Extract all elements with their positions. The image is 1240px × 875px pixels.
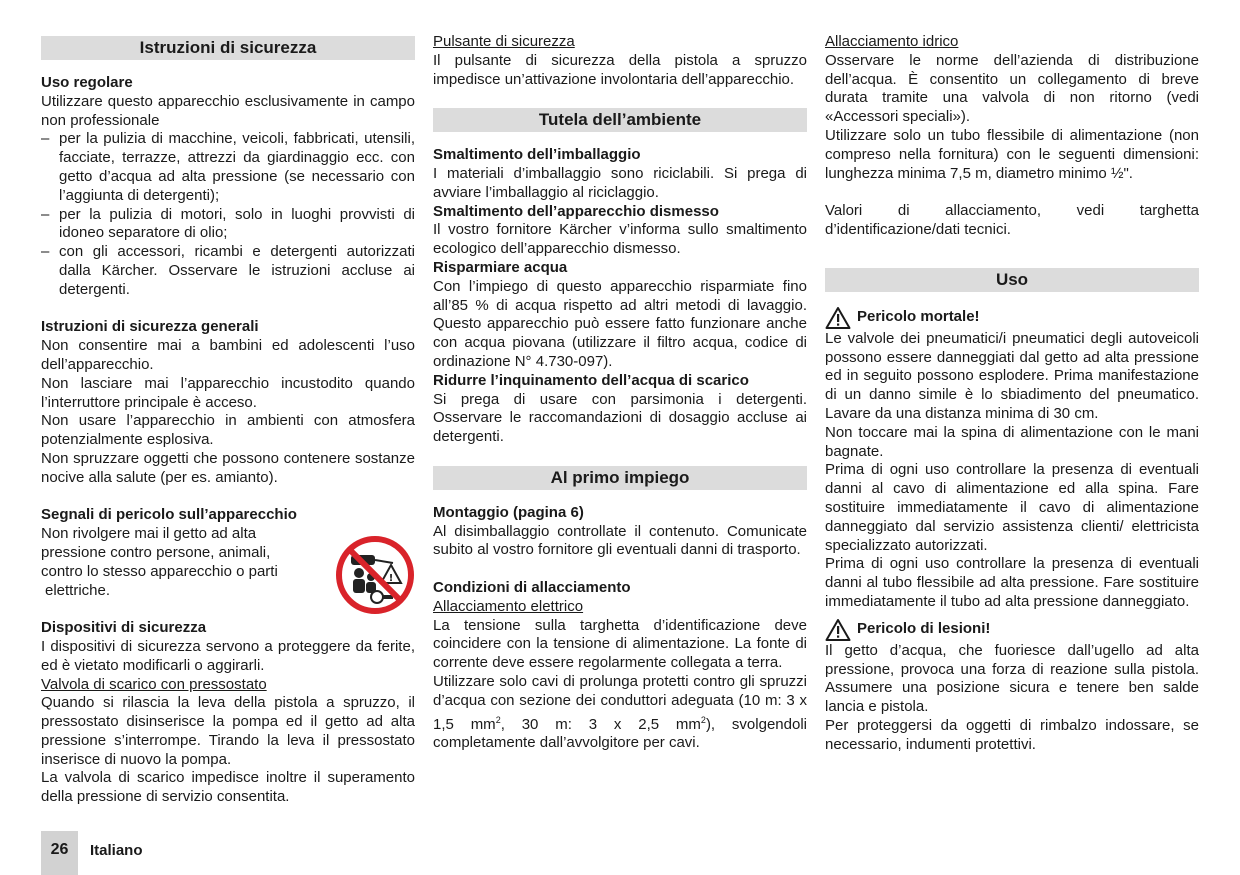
section-title-environment: Tutela dell’ambiente (433, 108, 807, 132)
subheading-safety-button: Pulsante di sicurezza (433, 33, 575, 50)
assembly-text: Al disimballaggio controllate il contenuto. Comunicate subito al vostro fornitore gli eventuali danni di trasporto. (433, 522, 807, 559)
list-item: – per la pulizia di macchine, veicoli, fabbricati, utensili, facciate, terrazze, attrezzi da giardinaggio ecc. con getto d’acqua ad alta pressione (se necessario con l’aggiunta di detergenti); (41, 130, 415, 205)
warning-mortal-danger (825, 306, 1199, 330)
list-item: – con gli accessori, ricambi e detergenti autorizzati dalla Kärcher. Osservare le istruzioni accluse ai detergenti. (41, 243, 415, 299)
subheading-relief-valve: Valvola di scarico con pressostato (41, 675, 267, 693)
svg-text:!: ! (388, 573, 394, 585)
proper-use-text: Utilizzare questo apparecchio esclusivamente in campo non professionale (41, 92, 415, 129)
safety-devices-text: I dispositivi di sicurezza servono a proteggere da ferite, ed è vietato modificarli o aggirarli. (41, 637, 415, 674)
heading-device-disposal: Smaltimento dell’apparecchio dismesso (433, 202, 719, 220)
warning-label: Pericolo mortale! (857, 308, 980, 326)
reduce-pollution-text: Si prega di usare con parsimonia i detergenti. Osservare le raccomandazioni di dosaggio accluse ai detergenti. (433, 390, 807, 446)
subheading-electrical-connection: Allacciamento elettrico (433, 597, 584, 615)
general-safety-text: Non usare l’apparecchio in ambienti con atmosfera potenzialmente esplosiva. (41, 412, 415, 449)
device-disposal-text: Il vostro fornitore Kärcher v’informa sullo smaltimento ecologico dell’apparecchio dismesso. (433, 221, 807, 258)
no-spray-warning-icon (335, 535, 415, 615)
heading-general-safety: Istruzioni di sicurezza generali (41, 318, 259, 336)
connection-values-text: Valori di allacciamento, vedi targhetta d’identificazione/dati tecnici. (825, 202, 1199, 238)
general-safety-text: Non spruzzare oggetti che possono contenere sostanze nocive alla salute (per es. amianto). (41, 449, 415, 486)
protective-clothing-text: Per proteggersi da oggetti di rimbalzo indossare, se necessario, indumenti protettivi. (825, 716, 1199, 753)
extension-cable-text (433, 673, 807, 753)
heading-reduce-pollution: Ridurre l’inquinamento dell’acqua di scarico (433, 371, 749, 389)
heading-connection-conditions: Condizioni di allacciamento (433, 578, 631, 596)
warning-injury-danger (825, 618, 1199, 642)
danger-sign-line: contro lo stesso apparecchio o parti (41, 562, 278, 580)
column-left (41, 33, 415, 807)
page-number: 26 (41, 831, 78, 875)
danger-sign-line: Non rivolgere mai il getto ad alta (41, 525, 257, 543)
danger-sign-block (41, 525, 415, 600)
safety-button-text: Il pulsante di sicurezza della pistola a spruzzo impedisce un’attivazione involontaria dell’apparecchio. (433, 51, 807, 88)
relief-valve-text: La valvola di scarico impedisce inoltre il superamento della pressione di servizio consentita. (41, 769, 415, 806)
column-right (825, 33, 1199, 755)
list-item: – per la pulizia di motori, solo in luoghi provvisti di idoneo separatore di olio; (41, 206, 415, 244)
danger-sign-text (41, 525, 316, 600)
packaging-text: I materiali d’imballaggio sono riciclabili. Si prega di avviare l’imballaggio al riciclaggio. (433, 164, 807, 201)
cable-text-part: , 30 m: 3 x 2,5 mm (500, 715, 701, 733)
section-title-use: Uso (825, 268, 1199, 292)
electrical-text: La tensione sulla targhetta d’identificazione deve coincidere con la tensione di alimentazione. La fonte di corrente deve essere regolarmente collegata a terra. (433, 616, 807, 672)
general-safety-text: Non lasciare mai l’apparecchio incustodito quando l’interruttore principale è acceso. (41, 374, 415, 411)
column-middle (433, 33, 807, 753)
save-water-text: Con l’impiego di questo apparecchio risparmiate fino all’85 % di acqua rispetto ad altri metodi di lavaggio. Questo apparecchio può essere fatto funzionare anche con acqua piovana (utilizzare il filtro acqua, codice di ordinazione N° 4.730-097). (433, 277, 807, 370)
section-title-safety: Istruzioni di sicurezza (41, 36, 415, 60)
superscript: 2 (495, 714, 501, 725)
recoil-text: Il getto d’acqua, che fuoriesce dall’ugello ad alta pressione, provoca una forza di reazione sulla pistola. Assumere una posizione sicura e tenere ben salde lancia e pistola. (825, 641, 1199, 716)
heading-danger-signs: Segnali di pericolo sull’apparecchio (41, 506, 297, 524)
heading-save-water: Risparmiare acqua (433, 258, 568, 276)
warning-label: Pericolo di lesioni! (857, 620, 991, 638)
cable-check-text: Prima di ogni uso controllare la presenza di eventuali danni al cavo di alimentazione ed alla spina. Fare sostituire immediatamente il cavo di alimentazione danneggiato dal servizio assistenza clienti/ elettricista specializzato autorizzati. (825, 461, 1199, 554)
relief-valve-text: Quando si rilascia la leva della pistola a spruzzo, il pressostato disinserisce la pompa ed il getto ad alta pressione s’interrompe. Tirando la leva il pressostato inserisce di nuovo la pompa. (41, 694, 415, 768)
heading-safety-devices: Dispositivi di sicurezza (41, 619, 207, 637)
warning-triangle-icon (825, 618, 851, 642)
warning-triangle-icon (825, 306, 851, 330)
superscript: 2 (700, 714, 706, 725)
tire-warning-text: Le valvole dei pneumatici/i pneumatici degli autoveicoli possono essere danneggiati dal getto ad alta pressione ed in seguito possono esplodere. Prima manifestazione di un danno simile è lo sbiadimento del pneumatico. Lavare da una distanza minima di 30 cm. (825, 329, 1199, 422)
heading-assembly: Montaggio (pagina 6) (433, 503, 584, 521)
danger-sign-line: elettriche. (45, 581, 111, 599)
cable-text-part: ), svolgendoli completamente dall’avvolgitore per cavi. (433, 715, 807, 752)
section-title-first-use: Al primo impiego (433, 466, 807, 490)
plug-warning-text: Non toccare mai la spina di alimentazione con le mani bagnate. (825, 423, 1199, 460)
water-connection-text: Osservare le norme dell’azienda di distribuzione dell’acqua. È consentito un collegamento di breve durata tramite una valvola di non ritorno (vedi «Accessori speciali»). (825, 51, 1199, 126)
heading-packaging-disposal: Smaltimento dell’imballaggio (433, 146, 641, 164)
hose-check-text: Prima di ogni uso controllare la presenza di eventuali danni al tubo flessibile ad alta pressione. Fare sostituire immediatamente il tubo ad alta pressione danneggiato. (825, 555, 1199, 610)
cable-text-part: Utilizzare solo cavi di prolunga protetti contro gli spruzzi d’acqua con sezione dei conduttori adeguata (10 m: 3 x 1,5 mm (433, 672, 807, 733)
heading-proper-use: Uso regolare (41, 74, 133, 91)
danger-sign-line: pressione contro persone, animali, (41, 543, 271, 561)
page-language: Italiano (90, 842, 143, 859)
subheading-water-connection: Allacciamento idrico (825, 33, 959, 50)
water-hose-text: Utilizzare solo un tubo flessibile di alimentazione (non compreso nella fornitura) con le seguenti dimensioni: lunghezza minima 7,5 m, diametro minimo ½". (825, 126, 1199, 182)
general-safety-text: Non consentire mai a bambini ed adolescenti l’uso dell’apparecchio. (41, 337, 415, 373)
